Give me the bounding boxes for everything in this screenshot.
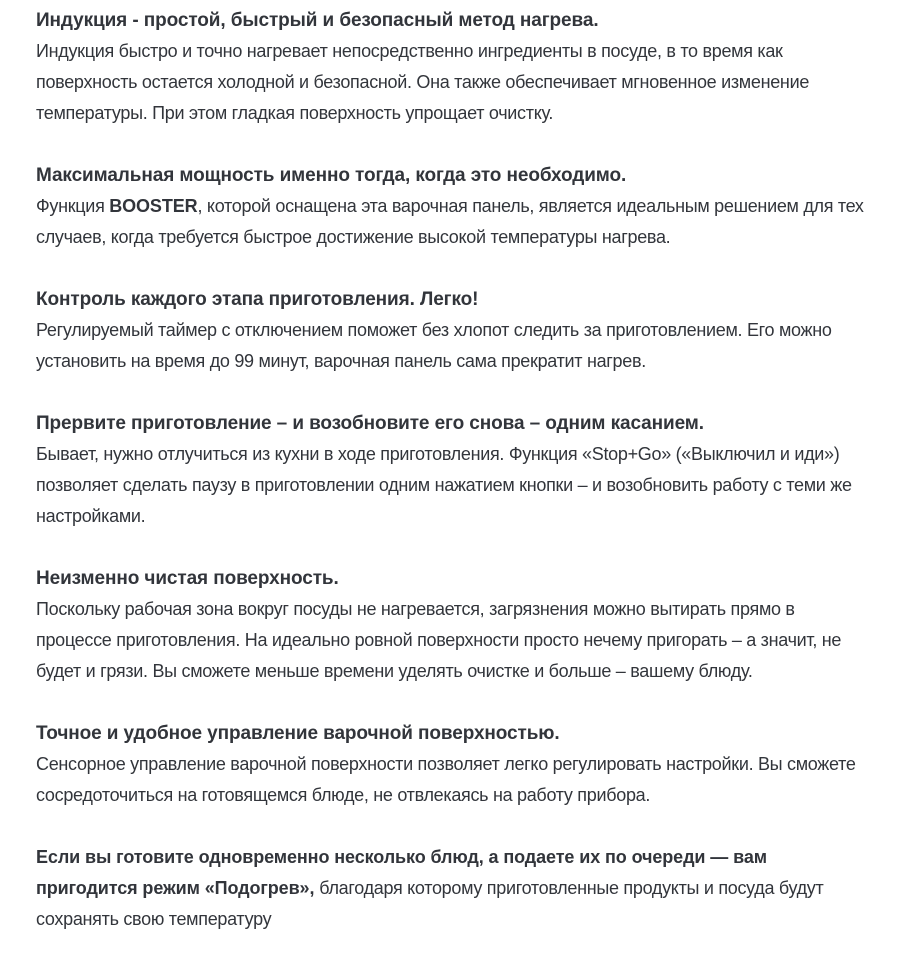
text-section: [36, 563, 871, 687]
text-segment: Сенсорное управление варочной поверхности позволяет легко регулировать настройки. Вы сможете сосредоточиться на готовящемся блюде, не отвлекаясь на работу прибора.: [36, 754, 856, 805]
text-section: [36, 160, 871, 253]
section-paragraph: [36, 315, 871, 377]
section-heading: Прервите приготовление – и возобновите его снова – одним касанием.: [36, 413, 704, 434]
section-heading: Контроль каждого этапа приготовления. Легко!: [36, 289, 479, 310]
bold-text-segment: Если вы готовите одновременно несколько блюд, а подаете их по очереди — вам пригодится режим «Подогрев»,: [36, 847, 767, 898]
text-segment: благодаря которому приготовленные продукты и посуда будут сохранять свою температуру: [36, 878, 824, 929]
text-segment: Функция: [36, 196, 110, 216]
text-section: [36, 718, 871, 811]
section-paragraph: [36, 594, 871, 687]
text-segment: Поскольку рабочая зона вокруг посуды не нагревается, загрязнения можно вытирать прямо в процессе приготовления. На идеально ровной поверхности просто нечему пригорать – а значит, не будет и грязи. Вы сможете меньше времени уделять очистке и больше – вашему блюду.: [36, 599, 842, 681]
section-paragraph: [36, 749, 871, 811]
text-section: [36, 5, 871, 129]
section-heading: Точное и удобное управление варочной поверхностью.: [36, 723, 560, 744]
section-paragraph: [36, 36, 871, 129]
section-heading: Неизменно чистая поверхность.: [36, 568, 339, 589]
text-section: [36, 284, 871, 377]
text-segment: Регулируемый таймер с отключением поможет без хлопот следить за приготовлением. Его можно установить на время до 99 минут, варочная панель сама прекратит нагрев.: [36, 320, 832, 371]
text-segment: Индукция быстро и точно нагревает непосредственно ингредиенты в посуде, в то время как поверхность остается холодной и безопасной. Она также обеспечивает мгновенное изменение температуры. При этом гладкая поверхность упрощает очистку.: [36, 41, 810, 123]
text-section: [36, 408, 871, 532]
section-heading: Максимальная мощность именно тогда, когда это необходимо.: [36, 165, 627, 186]
section-paragraph: [36, 191, 871, 253]
text-segment: Бывает, нужно отлучиться из кухни в ходе приготовления. Функция «Stop+Go» («Выключил и иди») позволяет сделать паузу в приготовлении одним нажатием кнопки – и возобновить работу с теми же настройками.: [36, 444, 852, 526]
bold-text-segment: BOOSTER: [109, 196, 198, 216]
section-paragraph: [36, 439, 871, 532]
text-section: [36, 842, 871, 935]
section-paragraph: [36, 842, 871, 935]
text-segment: , которой оснащена эта варочная панель, является идеальным решением для тех случаев, когда требуется быстрое достижение высокой температуры нагрева.: [36, 196, 864, 247]
section-heading: Индукция - простой, быстрый и безопасный метод нагрева.: [36, 10, 599, 31]
